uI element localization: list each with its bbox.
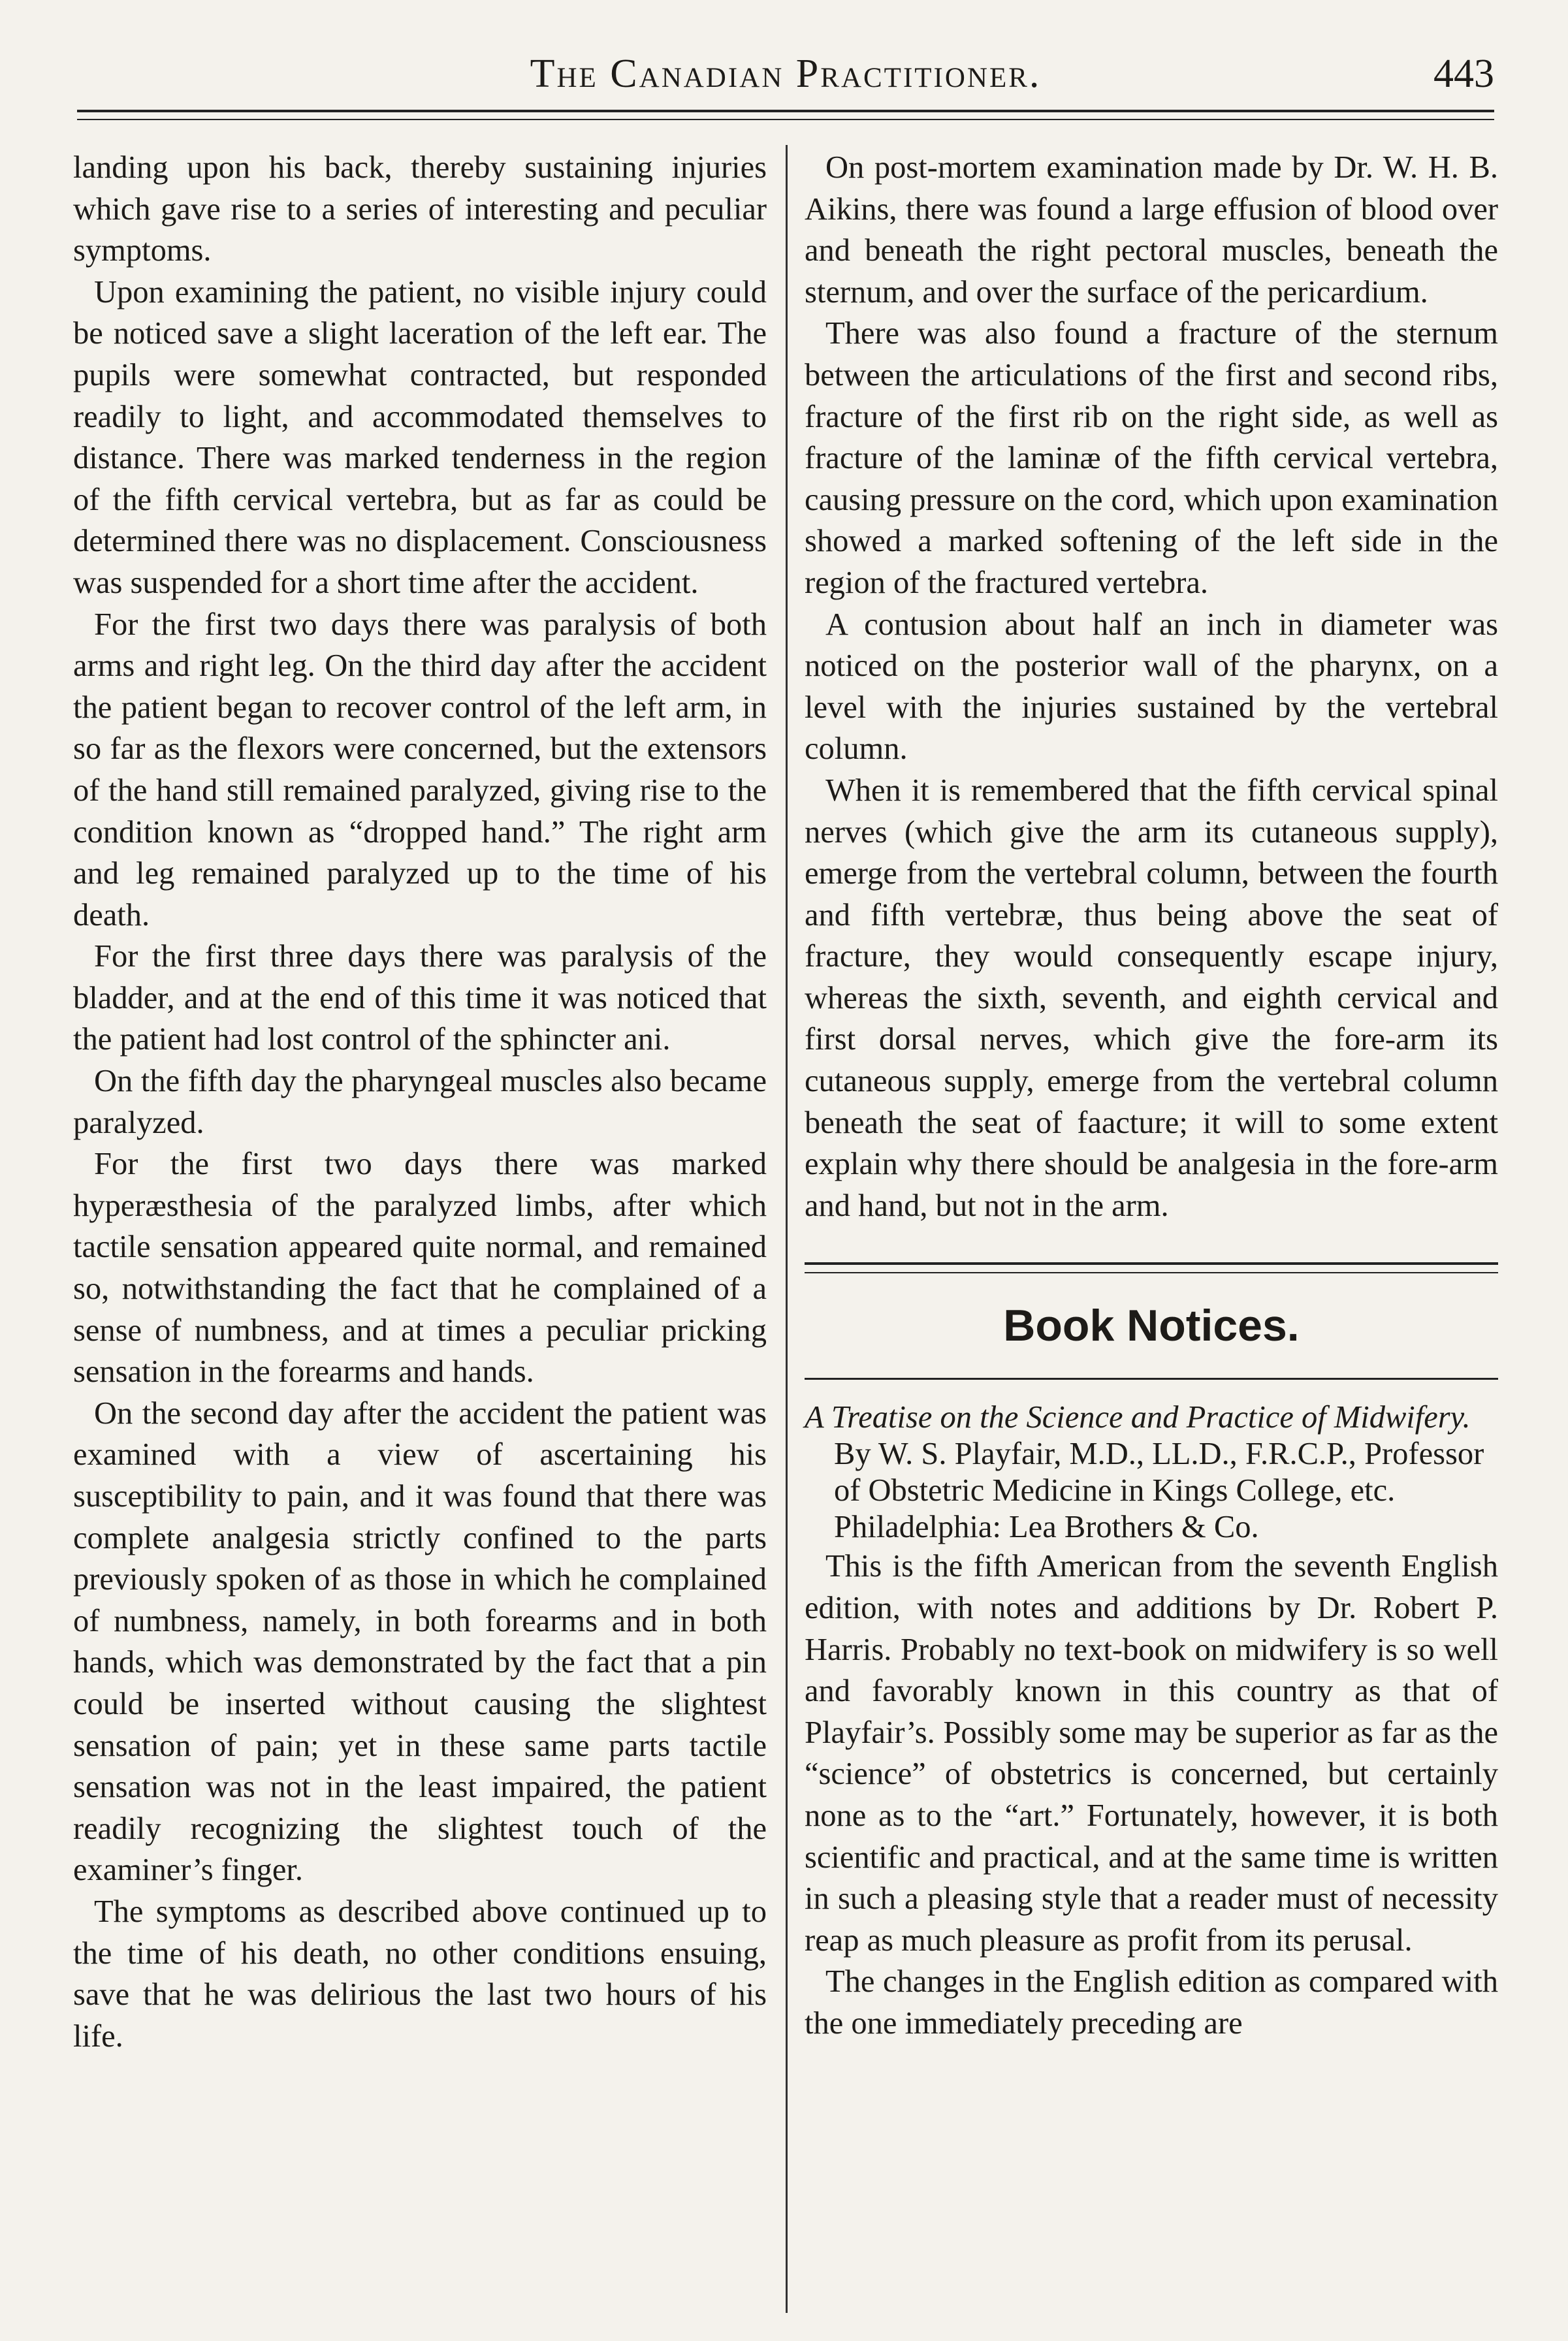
paragraph: This is the fifth American from the seventh English edition, with notes and additions by Dr. Robert P. Harris. Probably no text-book on midwifery is so well and favorably known in this country as that of Playfair’s. Possibly some may be superior as far as the “science” of obstetrics is concerned, but certainly none as to the “art.” Fortunately, however, it is both scientific and practical, and at the same time is written in such a pleasing style that a reader must of necessity reap as much pleasure as profit from its perusal. — [805, 1549, 1498, 1958]
section-title: Book Notices. — [1003, 1301, 1300, 1351]
running-title: The Canadian Practitioner. — [530, 52, 1042, 96]
paragraph: On the fifth day the pharyngeal muscles also became paralyzed. — [73, 1064, 767, 1140]
page-header — [77, 51, 1494, 103]
header-rule — [77, 110, 1494, 120]
paragraph: When it is remembered that the fifth cervical spinal nerves (which give the arm its cutaneous supply), emerge from the vertebral column, between the fourth and fifth vertebræ, thus being above the seat of fracture, they would consequently escape injury, whereas the sixth, seventh, and eighth cervical and first dorsal nerves, which give the fore-arm its cutaneous supply, emerge from the vertebral column beneath the seat of faacture; it will to some extent explain why there should be analgesia in the fore-arm and hand, but not in the arm. — [805, 772, 1498, 1223]
paragraph: There was also found a fracture of the sternum between the articulations of the first and second ribs, fracture of the first rib on the right side, as well as fracture of the laminæ of the fifth cervical vertebra, causing pressure on the cord, which upon examination showed a marked softening of the left side in the region of the fractured vertebra. — [805, 316, 1498, 600]
paragraph: For the first two days there was paralysis of both arms and right leg. On the third day after the accident the patient began to recover control of the left arm, in so far as the flexors were concerned, but the extensors of the hand still remained paralyzed, giving rise to the condition known as “dropped hand.” The right arm and leg remained paralyzed up to the time of his death. — [73, 607, 767, 932]
paragraph: The symptoms as described above continued up to the time of his death, no other conditions ensuing, save that he was delirious the last two hours of his life. — [73, 1894, 767, 2054]
paragraph: Upon examining the patient, no visible injury could be noticed save a slight laceration of the left ear. The pupils were somewhat contracted, but responded readily to light, and accommodated themselves to distance. There was marked tenderness in the region of the fifth cervical vertebra, but as far as could be determined there was no displacement. Consciousness was suspended for a short time after the accident. — [73, 274, 767, 600]
book-title: A Treatise on the Science and Practice of Midwifery. — [805, 1400, 1471, 1435]
paragraph: On the second day after the accident the patient was examined with a view of ascertaining his susceptibility to pain, and it was found that there was complete analgesia strictly confined to the parts previously spoken of as those in which he complained of numbness, namely, in both forearms and in both hands, which was demonstrated by the fact that a pin could be inserted without causing the slightest sensation of pain; yet in these same parts tactile sensation was not in the least impaired, the patient readily recognizing the slightest touch of the examiner’s finger. — [73, 1395, 767, 1888]
section-subrule — [805, 1378, 1498, 1380]
paragraph: For the first two days there was marked hyperæsthesia of the paralyzed limbs, after which tactile sensation appeared quite normal, and remained so, notwithstanding the fact that he complained of a sense of numbness, and at times a peculiar pricking sensation in the forearms and hands. — [73, 1147, 767, 1390]
book-citation — [805, 1399, 1498, 1546]
paragraph: On post-mortem examination made by Dr. W. H. B. Aikins, there was found a large effusion of blood over and beneath the right pectoral muscles, beneath the sternum, and over the surface of the pericardium. — [805, 150, 1498, 310]
section-rule — [805, 1262, 1498, 1273]
page-number: 443 — [1433, 52, 1494, 96]
paragraph: A contusion about half an inch in diameter was noticed on the posterior wall of the pharynx, on a level with the injuries sustained by the vertebral column. — [805, 607, 1498, 767]
book-details: By W. S. Playfair, M.D., LL.D., F.R.C.P., Professor of Obstetric Medicine in Kings College, etc. Philadelphia: Lea Brothers & Co. — [834, 1437, 1484, 1545]
paragraph: The changes in the English edition as compared with the one immediately preceding are — [805, 1964, 1498, 2041]
paragraph: landing upon his back, thereby sustaining injuries which gave rise to a series of interesting and peculiar symptoms. — [73, 150, 767, 268]
right-column — [805, 147, 1498, 2045]
column-divider — [786, 145, 788, 2313]
left-column — [73, 147, 767, 2057]
paragraph: For the first three days there was paralysis of the bladder, and at the end of this time it was noticed that the patient had lost control of the sphincter ani. — [73, 939, 767, 1057]
